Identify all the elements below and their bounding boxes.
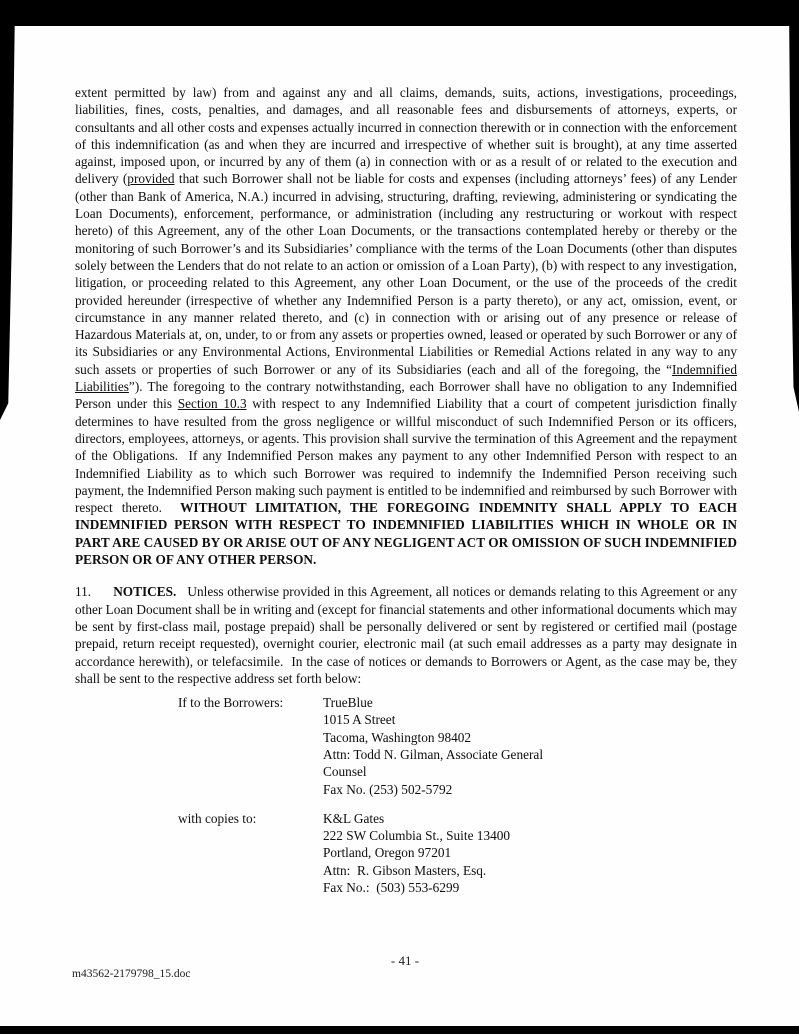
- address-line: Attn: Todd N. Gilman, Associate General: [323, 746, 544, 762]
- address-line: Portland, Oregon 97201: [323, 845, 452, 861]
- notices-paragraph: [75, 583, 737, 687]
- page-number: - 41 -: [390, 953, 420, 968]
- address-indent: [75, 694, 178, 798]
- copies-address-label: with copies to:: [178, 810, 257, 826]
- address-line: Tacoma, Washington 98402: [323, 729, 472, 745]
- text-run: with respect to any Indemnified Liability that a court of competent jurisdiction finally determines to have resulted from the gross negligence or willful misconduct of such Indemnified Person or its officers, directors, employees, attorneys, or agents. This provision shall survive the termination of this Agreement and the repayment of the Obligations. If any Indemnified Person makes any payment to any other Indemnified Person with respect to an Indemnified Liability as to which such Borrower was required to indemnify the Indemnified Person receiving such payment, the Indemnified Person making such payment is entitled to be indemnified and reimbursed by such Borrower with respect thereto.: [75, 396, 738, 516]
- borrowers-address-label: If to the Borrowers:: [178, 695, 284, 711]
- text-run: 11.: [75, 584, 114, 600]
- address-line: K&L Gates: [323, 810, 385, 826]
- text-run: WITHOUT LIMITATION, THE FOREGOING INDEMNITY SHALL APPLY TO EACH INDEMNIFIED PERSON WITH RESPECT TO INDEMNIFIED LIABILITIES WHICH IN WHOLE OR IN PART ARE CAUSED BY OR ARISE OUT OF ANY NEGLIGENT ACT OR OMISSION OF SUCH INDEMNIFIED PERSON OR OF ANY OTHER PERSON.: [75, 500, 737, 568]
- scan-border-left: [0, 0, 15, 420]
- copies-address-block: [75, 810, 737, 896]
- borrowers-address-lines: [323, 694, 737, 798]
- address-line: Fax No.: (503) 553-6299: [323, 880, 460, 896]
- text-run: Unless otherwise provided in this Agreement, all notices or demands relating to this Agreement or any other Loan Document shall be in writing and (except for financial statements and other informational documents which may be sent by first-class mail, postage prepaid) shall be personally delivered or sent by registered or certified mail (postage prepaid, return receipt requested), overnight courier, electronic mail (at such email addresses as a party may designate in accordance herewith), or telefacsimile. In the case of notices or demands to Borrowers or Agent, as the case may be, they shall be sent to the respective address set forth below:: [75, 584, 737, 686]
- address-line: 1015 A Street: [323, 712, 396, 728]
- scan-border-bottom: [0, 1026, 799, 1034]
- indemnification-paragraph: [75, 84, 737, 568]
- text-run: Section 10.3: [177, 396, 247, 412]
- text-run: that such Borrower shall not be liable for costs and expenses (including attorneys’ fees) of any Lender (other than Bank of America, N.A.) incurred in advising, structuring, drafting, reviewing, administering or syndicating the Loan Documents), enforcement, performance, or administration (including any restructuring or workout with respect hereto) of this Agreement, any of the other Loan Documents, or the transactions contemplated hereby or thereby or the monitoring of such Borrower’s and its Subsidiaries’ compliance with the terms of the Loan Documents (other than disputes solely between the Lenders that do not relate to an action or omission of a Loan Party), (b) with respect to any investigation, litigation, or proceeding related to this Agreement, any other Loan Document, or the use of the proceeds of the credit provided hereunder (irrespective of whether any Indemnified Person is a party thereto), or any act, omission, event, or circumstance in any manner related thereto, and (c) in connection with or arising out of any presence or release of Hazardous Materials at, on, under, to or from any assets or properties owned, leased or operated by such Borrower or any of its Subsidiaries or any Environmental Actions, Environmental Liabilities or Remedial Actions related in any way to any such assets or properties of such Borrower or any of its Subsidiaries (each and all of the foregoing, the “: [75, 171, 737, 377]
- address-line: TrueBlue: [323, 695, 373, 711]
- address-line: Counsel: [323, 764, 367, 780]
- borrowers-address-block: [75, 694, 737, 798]
- text-run: NOTICES.: [113, 584, 177, 600]
- address-line: 222 SW Columbia St., Suite 13400: [323, 828, 511, 844]
- address-line: Fax No. (253) 502-5792: [323, 781, 453, 797]
- copies-address-lines: [323, 810, 737, 896]
- text-run: extent permitted by law) from and against any and all claims, demands, suits, actions, investigations, proceedings, liabilities, fines, costs, penalties, and damages, and all reasonable fees and disbursements of attorneys, experts, or consultants and all other costs and expenses actually incurred in connection therewith or in connection with the enforcement of this indemnification (as and when they are incurred and irrespective of whether suit is brought), at any time asserted against, imposed upon, or incurred by any of them (a) in connection with or as a result of or related to the execution and delivery (: [75, 85, 737, 187]
- page-body: [75, 84, 737, 896]
- scan-border-right: [789, 0, 799, 412]
- scan-border-top: [0, 0, 799, 26]
- address-indent: [75, 810, 178, 896]
- address-line: Attn: R. Gibson Masters, Esq.: [323, 862, 487, 878]
- text-run: ”). The foregoing to the contrary notwithstanding, each Borrower shall have no obligation to any Indemnified Person under this: [75, 379, 737, 412]
- footer-filename: m43562-2179798_15.doc: [72, 968, 191, 980]
- text-run: provided: [127, 171, 175, 187]
- text-run: Indemnified Liabilities: [75, 361, 737, 395]
